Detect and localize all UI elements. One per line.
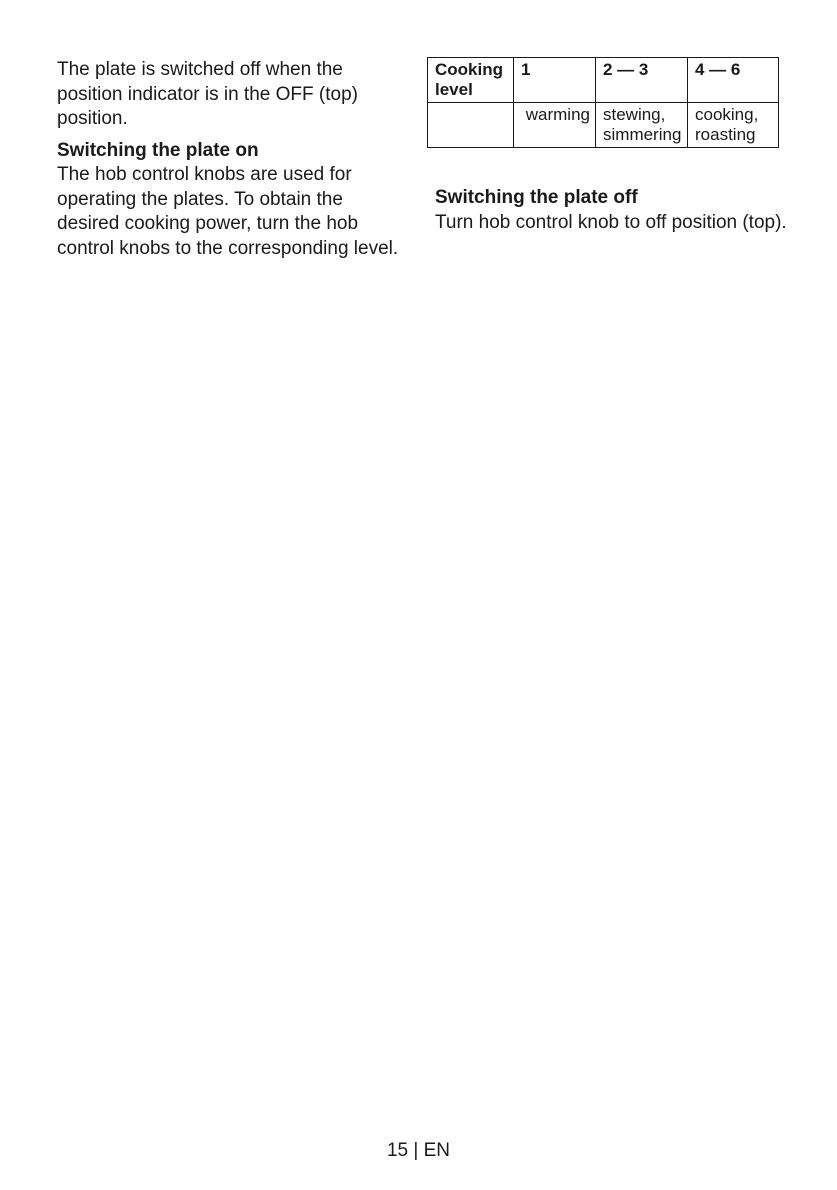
right-column	[435, 186, 795, 235]
table-cell: stewing, simmering	[596, 103, 688, 148]
switching-off-paragraph: Turn hob control knob to off position (top).	[435, 211, 787, 233]
table-cell	[428, 103, 514, 148]
table-header-cell: 1	[514, 58, 596, 103]
table-header-cell: Cooking level	[428, 58, 514, 103]
table-header-row	[428, 58, 779, 103]
table-row	[428, 103, 779, 148]
left-column	[57, 58, 402, 261]
switching-on-paragraph: The hob control knobs are used for operating the plates. To obtain the desired cooking power, turn the hob control knobs to the corresponding level.	[57, 164, 399, 259]
table-cell: cooking, roasting	[688, 103, 779, 148]
switching-off-heading: Switching the plate off	[435, 187, 638, 208]
table-header-cell: 2 — 3	[596, 58, 688, 103]
off-position-paragraph: The plate is switched off when the position indicator is in the OFF (top) position.	[57, 59, 358, 129]
table-cell: warming	[514, 103, 596, 148]
switching-on-heading: Switching the plate on	[57, 139, 259, 161]
table-header-cell: 4 — 6	[688, 58, 779, 103]
cooking-level-table	[427, 57, 779, 148]
page-number: 15 | EN	[386, 1140, 451, 1161]
